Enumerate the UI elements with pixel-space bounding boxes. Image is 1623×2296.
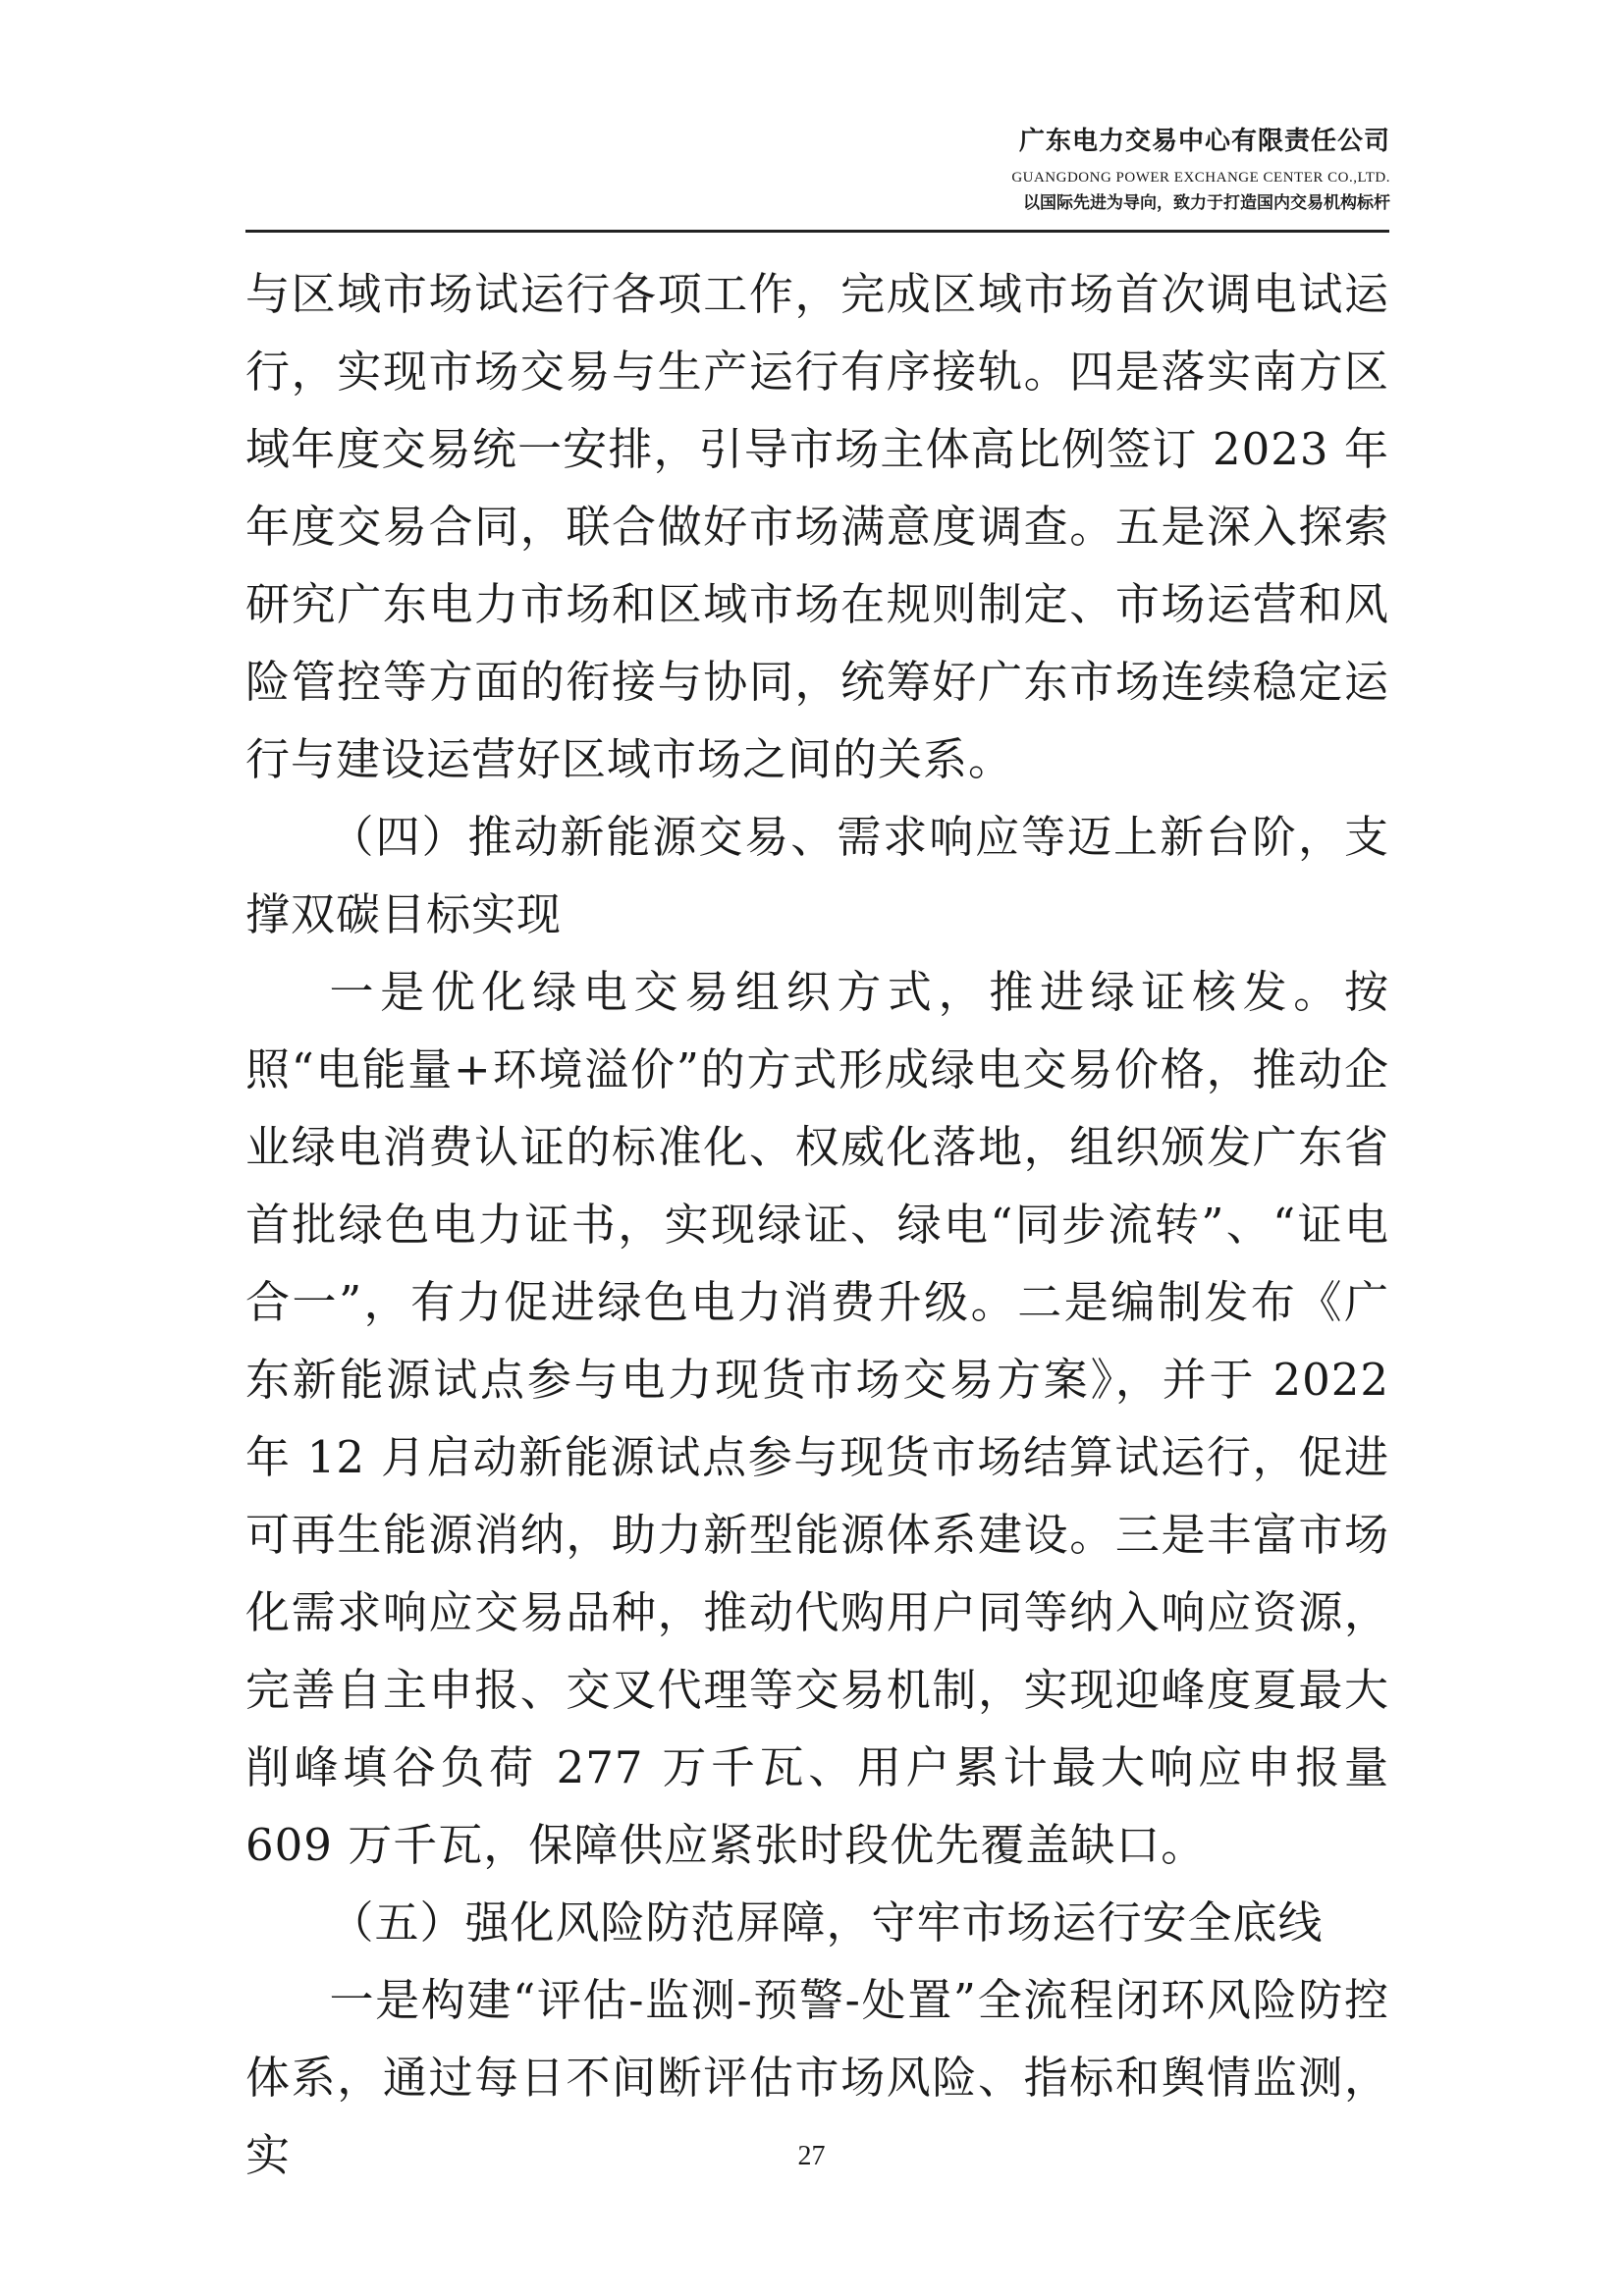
section-heading-5: （五）强化风险防范屏障，守牢市场运行安全底线 <box>329 1896 1324 1949</box>
paragraph-risk-control: 一是构建“评估-监测-预警-处置”全流程闭环风险防控体系，通过每日不间断评估市场风险、指标和舆情监测，实 <box>245 1974 1389 2181</box>
section-heading-4: （四）推动新能源交易、需求响应等迈上新台阶，支撑双碳目标实现 <box>245 811 1389 940</box>
header-divider <box>245 230 1389 233</box>
company-name-cn: 广东电力交易中心有限责任公司 <box>1018 127 1390 156</box>
document-body <box>245 255 1389 2194</box>
page-header <box>1011 124 1390 216</box>
paragraph-regional-market: 与区域市场试运行各项工作，完成区域市场首次调电试运行，实现市场交易与生产运行有序接轨。四是落实南方区域年度交易统一安排，引导市场主体高比例签订 2023 年年度交易合同，联合做好市场满意度调查。五是深入探索研究广东电力市场和区域市场在规则制定、市场运营和风险管控等方面的衔接与协同，统筹好广东市场连续稳定运行与建设运营好区域市场之间的关系。 <box>245 268 1389 785</box>
company-name-en: GUANGDONG POWER EXCHANGE CENTER CO.,LTD. <box>1011 170 1390 186</box>
company-slogan: 以国际先进为导向，致力于打造国内交易机构标杆 <box>1023 193 1390 213</box>
page-number: 27 <box>797 2141 826 2171</box>
paragraph-green-power: 一是优化绿电交易组织方式，推进绿证核发。按照“电能量+环境溢价”的方式形成绿电交易价格，推动企业绿电消费认证的标准化、权威化落地，组织颁发广东省首批绿色电力证书，实现绿证、绿电“同步流转”、“证电合一”，有力促进绿色电力消费升级。二是编制发布《广东新能源试点参与电力现货市场交易方案》，并于 2022 年 12 月启动新能源试点参与现货市场结算试运行，促进可再生能源消纳，助力新型能源体系建设。三是丰富市场化需求响应交易品种，推动代购用户同等纳入响应资源，完善自主申报、交叉代理等交易机制，实现迎峰度夏最大削峰填谷负荷 277 万千瓦、用户累计最大响应申报量 609 万千瓦，保障供应紧张时段优先覆盖缺口。 <box>245 966 1389 1871</box>
